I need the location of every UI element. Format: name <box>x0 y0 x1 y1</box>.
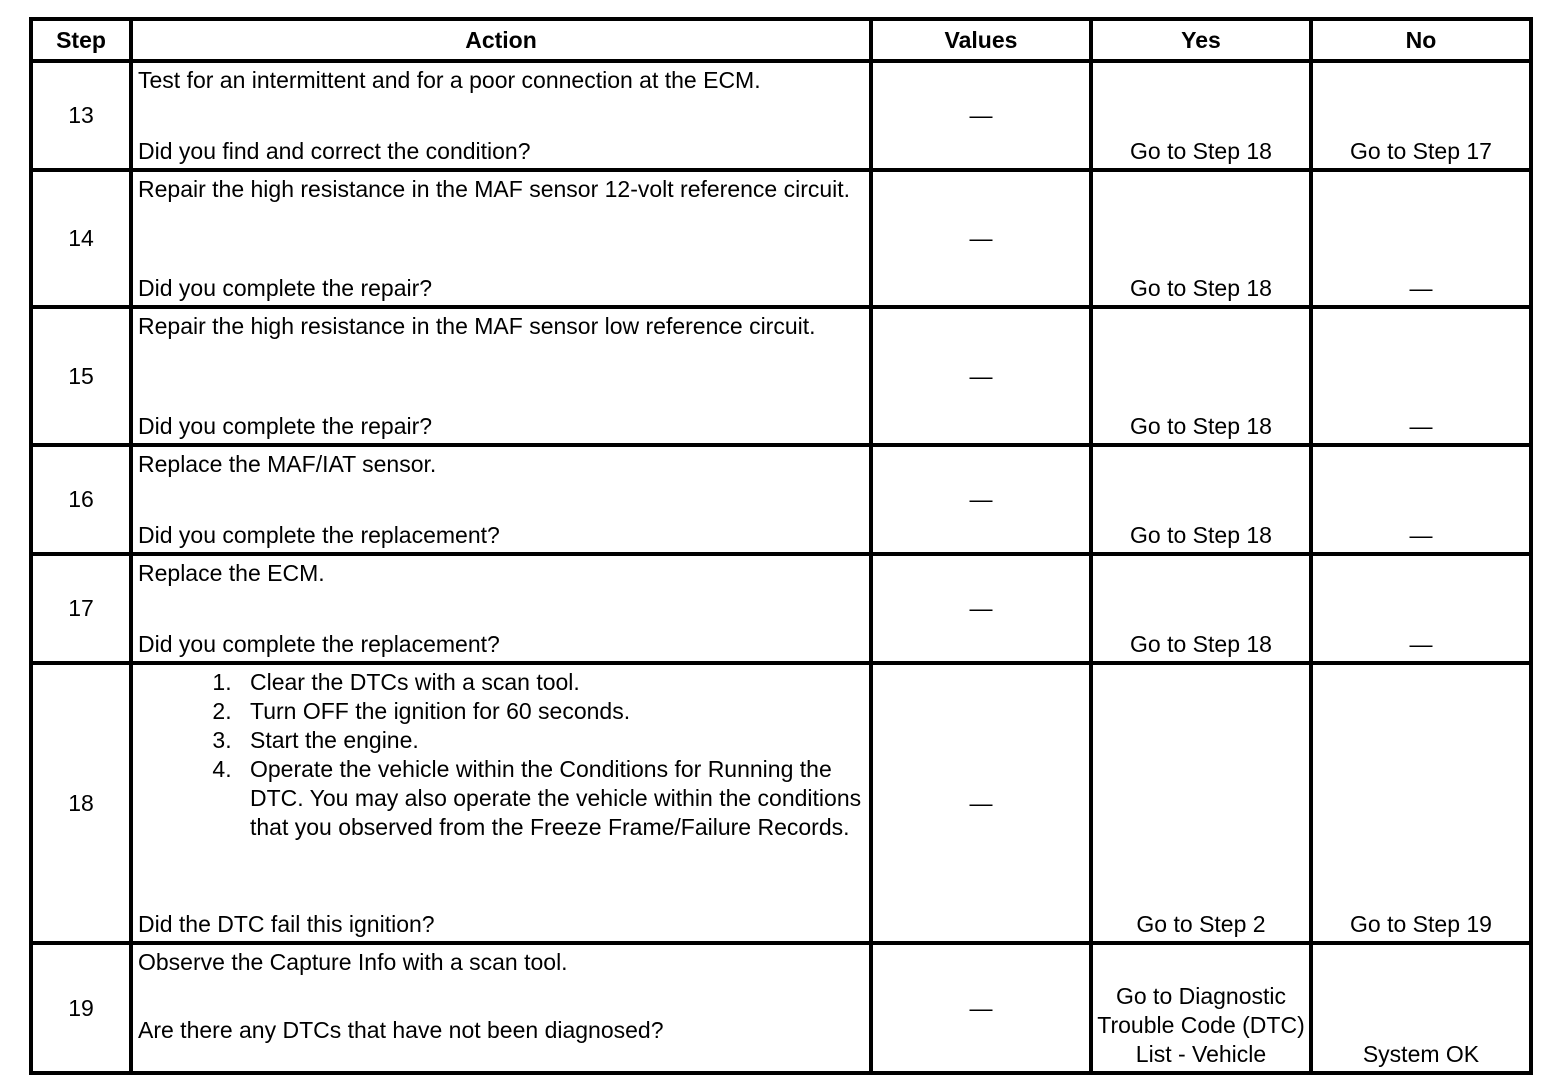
action-cell <box>131 61 871 170</box>
action-cell <box>131 663 871 943</box>
action-cell <box>131 943 871 1073</box>
list-item: 2. Turn OFF the ignition for 60 seconds. <box>238 697 865 726</box>
diagnostic-table <box>29 17 1533 1075</box>
action-cell <box>131 170 871 307</box>
yes-cell: Go to Step 2 <box>1091 663 1311 943</box>
no-cell: — <box>1311 170 1531 307</box>
header-values: Values <box>871 19 1091 61</box>
list-item: 1. Clear the DTCs with a scan tool. <box>238 668 865 697</box>
values-cell: — <box>871 663 1091 943</box>
action-question: Did you find and correct the condition? <box>138 138 531 164</box>
values-cell: — <box>871 307 1091 445</box>
step-number: 19 <box>31 943 131 1073</box>
values-cell: — <box>871 61 1091 170</box>
step-number: 17 <box>31 554 131 663</box>
table-row <box>31 307 1531 445</box>
yes-cell: Go to Diagnostic Trouble Code (DTC) List - Vehicle <box>1091 943 1311 1073</box>
step-number: 15 <box>31 307 131 445</box>
no-cell: — <box>1311 445 1531 554</box>
action-cell <box>131 445 871 554</box>
header-row <box>31 19 1531 61</box>
action-question: Did the DTC fail this ignition? <box>138 911 435 937</box>
list-item: 4. Operate the vehicle within the Conditions for Running the DTC. You may also operate the vehicle within the conditions that you observed from the Freeze Frame/Failure Records. <box>238 755 865 842</box>
action-cell <box>131 307 871 445</box>
table-row <box>31 445 1531 554</box>
no-cell: System OK <box>1311 943 1531 1073</box>
no-cell: Go to Step 17 <box>1311 61 1531 170</box>
step-number: 18 <box>31 663 131 943</box>
yes-cell: Go to Step 18 <box>1091 170 1311 307</box>
action-text: Repair the high resistance in the MAF sensor 12-volt reference circuit. <box>138 176 851 202</box>
no-cell: — <box>1311 554 1531 663</box>
step-number: 16 <box>31 445 131 554</box>
action-question: Did you complete the replacement? <box>138 522 500 548</box>
header-action: Action <box>131 19 871 61</box>
action-text: Observe the Capture Info with a scan tool. <box>138 949 568 975</box>
yes-cell: Go to Step 18 <box>1091 554 1311 663</box>
no-cell: — <box>1311 307 1531 445</box>
action-question: Did you complete the repair? <box>138 413 433 439</box>
yes-cell: Go to Step 18 <box>1091 445 1311 554</box>
values-cell: — <box>871 445 1091 554</box>
header-step: Step <box>31 19 131 61</box>
values-cell: — <box>871 170 1091 307</box>
yes-cell: Go to Step 18 <box>1091 307 1311 445</box>
action-question: Did you complete the replacement? <box>138 631 500 657</box>
header-no: No <box>1311 19 1531 61</box>
action-text: Replace the MAF/IAT sensor. <box>138 451 437 477</box>
table-row <box>31 663 1531 943</box>
yes-cell: Go to Step 18 <box>1091 61 1311 170</box>
action-text: Replace the ECM. <box>138 560 325 586</box>
step-number: 13 <box>31 61 131 170</box>
values-cell: — <box>871 943 1091 1073</box>
header-yes: Yes <box>1091 19 1311 61</box>
step-number: 14 <box>31 170 131 307</box>
list-item: 3. Start the engine. <box>238 726 865 755</box>
action-text: Test for an intermittent and for a poor connection at the ECM. <box>138 67 761 93</box>
table-row <box>31 943 1531 1073</box>
no-cell: Go to Step 19 <box>1311 663 1531 943</box>
table-row <box>31 61 1531 170</box>
action-cell <box>131 554 871 663</box>
action-steps-list <box>138 668 865 842</box>
table-row <box>31 170 1531 307</box>
action-question: Did you complete the repair? <box>138 275 433 301</box>
action-question: Are there any DTCs that have not been diagnosed? <box>138 1017 664 1043</box>
values-cell: — <box>871 554 1091 663</box>
action-text: Repair the high resistance in the MAF sensor low reference circuit. <box>138 313 816 339</box>
table-row <box>31 554 1531 663</box>
